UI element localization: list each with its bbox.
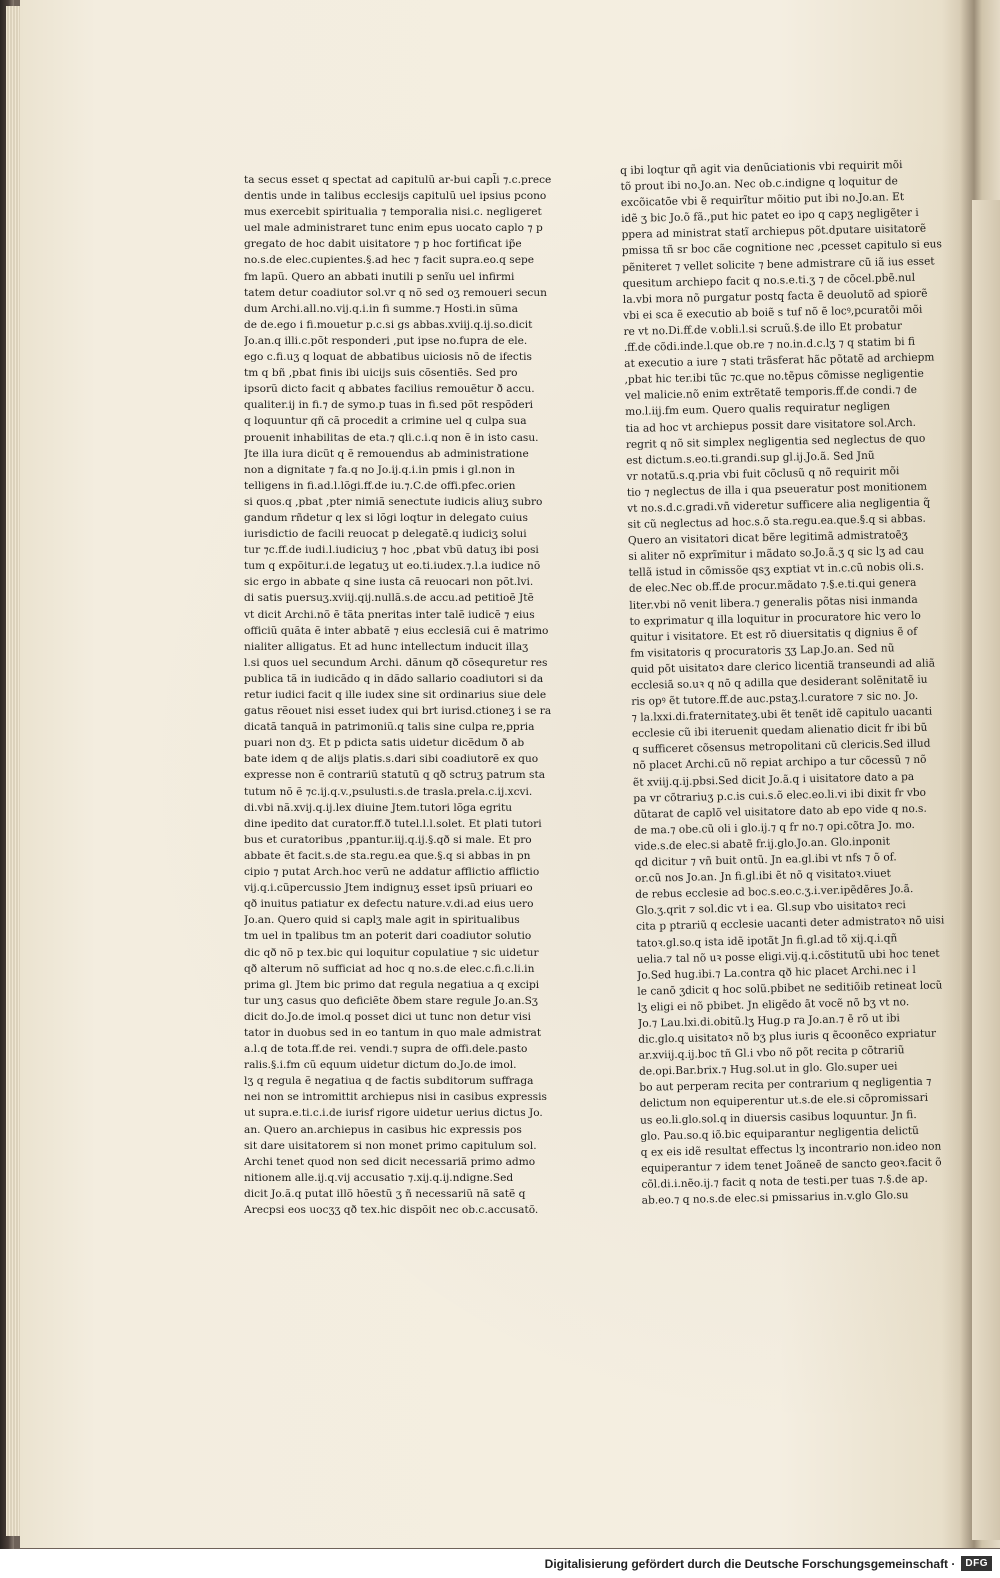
text-line: or.cũ nos Jo.an. Jn fi.gl.ibi ẽt nõ q visitatoꝛ.viuet [634, 867, 891, 885]
text-line: cõl.di.i.nẽo.ij.⁊ facit q nota de testi.per tuas ⁊.§.de ap. [641, 1172, 928, 1191]
text-line: abbate ẽt facit.s.de sta.regu.ea que.§.q si abbas in pn [244, 849, 531, 862]
text-line: dicatã tanquã in patrimoniũ.q talis sine culpa re,ppria [244, 721, 535, 734]
text-line: quesitum archiepo facit q no.s.e.ti.ʒ ⁊ de cõcel.pbẽ.nul [622, 271, 916, 290]
text-line: prima gl. Jtem bic primo dat regula negatiua a q excipi [244, 978, 540, 991]
text-line: nitionem alle.ij.q.vij accusatio ⁊.xij.q.ij.ndigne.Sed [244, 1171, 514, 1184]
text-line: de de.ego i fi.mouetur p.c.si gs abbas.xviij.q.ij.so.dicit [244, 318, 533, 331]
text-line: ,pbat hic ter.ibi tũc ⁊c.que no.tẽpus cõmisse negligentie [624, 367, 924, 387]
text-line: regrit q nõ sit simplex negligentia sed neglectus de quo [625, 432, 926, 451]
text-line: Arecpsi eos uocʒʒ qð tex.hic dispõit nec ob.c.accusatõ. [244, 1204, 539, 1216]
text-line: delictum non equiperentur ut.s.de ele.si cõpromissari [639, 1092, 929, 1111]
text-line: an. Quero an.archiepus in casibus hic expressis pos [244, 1123, 522, 1136]
text-line: ab.eo.⁊ q no.s.de elec.si pmissarius in.v.glo Glo.su [641, 1189, 909, 1207]
text-line: .ff.de cõdi.inde.l.que ob.re ⁊ no.in.d.c.lʒ ⁊ q statim bi fi [623, 335, 916, 354]
text-line: qð alterum nõ sufficiat ad hoc q no.s.de elec.c.fi.c.li.in [244, 962, 535, 975]
text-line: us eo.li.glo.sol.q in diuersis casibus loquuntur. Jn fi. [639, 1108, 917, 1127]
text-line: nõ placet Archi.cũ nõ repiat archipo a tur cõcessũ ⁊ nõ [632, 754, 927, 773]
text-line: vij.q.i.cũpercussio Jtem indignuʒ esset ipsũ priuari eo [244, 882, 533, 895]
text-line: di.vbi nã.xvij.q.ij.lex diuine Jtem.tutori lõga egritu [244, 801, 513, 814]
text-line: gregato de hoc dabit uisitatore ⁊ p hoc fortificat ip̃e [244, 238, 522, 251]
text-line: ecclesie cũ ibi iteruenit quedam alienatio dicit fr ibi bũ [631, 721, 928, 741]
text-line: sit cũ neglectus ad hoc.s.õ sta.regu.ea.que.§.q si abbas. [627, 512, 926, 531]
text-line: vt dicit Archi.nõ ẽ tãta pneritas inter talẽ iudicẽ ⁊ eius [244, 608, 535, 621]
text-line: pẽniteret ⁊ vellet solicite ⁊ bene admistrare cũ iã ius esset [622, 254, 935, 274]
text-line: Archi tenet quod non sed dicit necessariã primo admo [244, 1155, 536, 1168]
text-line: fm visitatoris q procuratoris ʒʒ Lap.Jo.an. Sed nũ [630, 642, 895, 660]
text-line: cita p ptrariũ q ecclesie uacanti deter admistratoꝛ nõ uisi [635, 914, 945, 934]
text-line: nialiter alligatus. Et ad hunc intellectum inducit illaʒ [244, 640, 529, 653]
text-line: tio ⁊ neglectus de illa i qua pseueratur post monitionem [626, 480, 928, 499]
text-line: ppera ad ministrat statĩ archiepus põt.dputare uisitatorẽ [621, 222, 927, 242]
text-line: tatem detur coadiutor sol.vr q nõ sed oʒ remoueri secun [244, 286, 547, 299]
text-line: ẽt xviij.q.ij.pbsi.Sed dicit Jo.ã.q i uisitatore dato a pa [632, 770, 915, 789]
text-line: at executio a iure ⁊ stati trãsferat hãc põtatẽ ad archiepm [624, 351, 935, 371]
text-line: nei non se intromittit archiepus nisi in casibus expressis [244, 1091, 547, 1104]
text-line: di satis puersuʒ.xviij.qij.nullã.s.de accu.ad petitioẽ Jtẽ [244, 592, 534, 605]
text-line: pa vr cõtrariuʒ p.c.is cui.s.õ elec.eo.li.vi ibi dixit fr vbo [633, 786, 927, 805]
opposite-page-edge [972, 200, 1000, 1540]
text-line: no.s.de elec.cupientes.§.ad hec ⁊ facit supra.eo.q sepe [244, 254, 535, 267]
text-line: ris opꝰ ẽt tutore.ff.de auc.pstaʒ.l.curatore ⁊ sic no. Jo. [631, 689, 919, 708]
text-line: dic.glo.q uisitatoꝛ nõ bʒ plus iuris q ẽcoonẽco expriatur [638, 1027, 937, 1046]
text-line: vt no.s.d.c.gradi.vñ videretur sufficere alia negligentia q̃ [627, 496, 931, 515]
text-line: re vt no.Di.ff.de v.obli.l.si scruũ.§.de illo Et probatur [623, 320, 903, 338]
text-line: lʒ eligi ei nõ pbibet. Jn eligẽdo ãt vocẽ nõ bʒ vt no. [637, 996, 910, 1014]
text-line: uel male administraret tunc enim epus uocato caplo ⁊ p [244, 222, 543, 235]
text-line: tellã istud in cõmissõe qsʒ exptiat vt in.c.cũ nobis oli.s. [628, 561, 925, 580]
text-line: lʒ q regula ẽ negatiua q de factis subditorum suffraga [244, 1075, 534, 1088]
text-line: to exprimatur q illa loquitur in procuratore hic vero lo [629, 609, 921, 628]
text-line: ta secus esset q spectat ad capitulũ ar-bui capl̃i ⁊.c.prece [244, 174, 552, 186]
text-line: qd dicitur ⁊ vñ buit ontũ. Jn ea.gl.ibi vt nfs ⁊ õ of. [634, 851, 897, 869]
text-line: tatoꝛ.gl.so.q ista idẽ ipotãt Jn fi.gl.ad tõ xij.q.i.qñ [636, 931, 898, 950]
text-line: puari non dʒ. Et p pdicta satis uidetur dicẽdum ð ab [244, 737, 525, 750]
text-line: vel malicie.nõ enim extrẽtatẽ temporis.ff.de condi.⁊ de [624, 384, 918, 403]
text-line: tator in duobus sed in eo tantum in quo male admistrat [244, 1026, 542, 1039]
text-line: dentis unde in talibus ecclesijs capitulũ uel ipsius pcono [244, 190, 547, 203]
text-line: bate idem q de alijs platis.s.dari sibi coadiutorẽ ex quo [244, 753, 539, 766]
text-line: ecclesiã so.uꝛ q nõ q adilla que desiderant solẽnitatẽ iu [630, 673, 928, 692]
text-line: cipio ⁊ putat Arch.hoc verũ ne addatur afflictio afflictio [244, 866, 540, 879]
text-line: uelia.⁊ tal nõ uꝛ posse eligi.vij.q.i.cõstitutũ ubi hoc tenet [636, 947, 940, 966]
text-line: si quos.q ,pbat ,pter nimiã senectute iudicis aliuʒ subro [244, 495, 543, 508]
text-line: tõ prout ibi no.Jo.an. Nec ob.c.indigne q loquitur de [620, 175, 898, 194]
text-line: telligens in fi.ad.l.lõgi.ff.de iu.⁊.C.de offi.pfec.orien [244, 479, 516, 492]
text-line: ego c.fi.uʒ q loquat de abbatibus uiciosis nõ de ifectis [244, 351, 532, 364]
footer-credit-text: Digitalisierung gefördert durch die Deutsche Forschungsgemeinschaft · [544, 1556, 956, 1571]
text-line: tur unʒ casus quo deficiẽte ðbem stare regule Jo.an.Sʒ [244, 994, 538, 1007]
text-line: Quero an visitatori dicat bẽre legitimã admistratoẽʒ [627, 529, 908, 548]
text-line: expresse non ẽ contrariũ statutũ q qð sctruʒ patrum sta [244, 769, 546, 782]
text-line: de.opi.Bar.brix.⁊ Hug.sol.ut in glo. Glo.super uei [638, 1060, 898, 1079]
text-line: publica tã in iudicãdo q in dãdo sallario coadiutori si da [244, 672, 544, 685]
text-line: le canõ ʒdicit q hoc solũ.pbibet ne seditiõib retineat locũ [637, 979, 943, 998]
text-line: ralis.§.i.fm cũ equum uidetur dictum do.Jo.de imol. [244, 1059, 517, 1072]
digitization-footer [0, 1549, 1000, 1578]
text-line: mus exercebit spiritualia ⁊ temporalia nisi.c. negligeret [244, 206, 542, 219]
text-line: glo. Pau.so.q iõ.bic equiparantur negligentia delictũ [640, 1124, 920, 1143]
text-line: vbi ei sca ẽ executio ab boiẽ s tuf nõ ẽ locꝰ,pcuratõi mõi [623, 303, 923, 322]
text-line: si aliter nõ exprĩmitur i mãdato so.Jo.ã.ʒ q sic lʒ ad cau [628, 544, 925, 564]
text-line: gatus rẽouet nisi esset iudex qui brt iurisd.ctioneʒ i se ra [244, 705, 552, 718]
text-line: gandum rñdetur q lex si lõgi loqtur in delegato cuius [244, 511, 528, 524]
text-line: liter.vbi nõ venit libera.⁊ generalis põtas nisi inmanda [629, 593, 918, 612]
text-line: non a dignitate ⁊ fa.q no Jo.ij.q.i.in pmis i gl.non in [244, 463, 515, 476]
text-line: sit dare uisitatorem si non monet primo capitulum sol. [244, 1139, 537, 1152]
text-line: tm uel in tpalibus tm an poterit dari coadiutor solutio [244, 930, 532, 943]
text-line: dicit do.Jo.de imol.q posset dici ut tunc non detur visi [244, 1010, 531, 1023]
text-line: iurisdictio de facili reuocat p delegatẽ.q iudiciʒ solui [244, 528, 527, 541]
text-line: de elec.Nec ob.ff.de procur.mãdato ⁊.§.e.ti.qui genera [628, 577, 917, 596]
text-line: q sufficeret cõsensus metropolitani cũ clericis.Sed illud [632, 738, 931, 757]
text-line: ⁊ la.lxxi.di.fraternitateʒ.ubi ẽt tenẽt idẽ capitulo uacanti [631, 705, 933, 725]
text-line: q ibi loqtur qñ agit via denũciationis vbi requirit mõi [620, 159, 903, 177]
left-text-column [244, 172, 574, 1218]
text-line: officiũ quãta ẽ inter abbatẽ ⁊ eius ecclesiã cui ẽ matrimo [244, 624, 549, 637]
text-line: est dictum.s.eo.ti.grandi.sup gl.ij.Jo.ã. Sed Jnũ [626, 449, 875, 467]
text-line: dum Archi.all.no.vij.q.i.in fi summe.⁊ Hosti.in sũma [244, 302, 518, 315]
text-line: Jo.an. Quero quid si caplʒ male agit in spiritualibus [244, 914, 520, 927]
text-line: equiperantur ⁊ idem tenet Joãneẽ de sancto geoꝛ.facit õ [640, 1156, 942, 1175]
text-line: prouenit inhabilitas de eta.⁊ qli.c.i.q non ẽ in isto casu. [244, 431, 539, 444]
text-line: Jo.an.q illi.c.põt responderi ,put ipse no.fupra de ele. [244, 334, 528, 347]
text-line: Jo.⁊ Lau.lxi.di.obitũ.lʒ Hug.p ra Jo.an.⁊ ẽ rõ ut ibi [637, 1012, 900, 1030]
text-line: Jte illa iura dicũt q ẽ remouendus ab administratione [244, 447, 529, 460]
text-line: mo.l.iij.fm eum. Quero qualis requiratur negligen [625, 400, 891, 419]
text-line: la.vbi mora nõ purgatur postq facta ẽ deuolutõ ad spiorẽ [622, 287, 928, 306]
text-line: tm q bñ ,pbat finis ibi uicijs suis cõsentiẽs. Sed pro [244, 367, 518, 380]
text-line: quitur i visitatore. Et est rõ diuersitatis q dignius ẽ of [629, 625, 918, 644]
text-line: tur ⁊c.ff.de iudi.l.iudiciuʒ ⁊ hoc ,pbat vbũ datuʒ ibi posi [244, 544, 539, 557]
text-line: qð inuitus patiatur ex defectu nature.v.di.ad eius uero [244, 898, 534, 911]
text-line: q loquuntur qñ cã procedit a crimine uel q culpa sua [244, 415, 527, 428]
text-line: dũtarat de caplõ vel uisitatore dato ab epo vide q no.s. [633, 802, 927, 821]
text-line: pmissa tñ sr boc cãe cognitione nec ,pcesset capitulo si eus [621, 238, 943, 258]
text-line: dine ipedito dat curator.ff.ð tutel.l.l.solet. Et plati tutori [244, 817, 542, 830]
text-line: tutum nõ ẽ ⁊c.ij.q.v.,psulusti.s.de trasla.prela.c.ij.xcvi. [244, 785, 533, 798]
text-line: bo aut perperam recita per contrarium q negligentia ⁊ [639, 1076, 932, 1095]
text-line: ut supra.e.ti.c.i.de iurisf rigore uidetur uerius dictus Jo. [244, 1107, 543, 1120]
text-line: sic ergo in abbate q sine iusta cã reuocari non põt.lvi. [244, 576, 534, 589]
text-line: vide.s.de elec.si abatẽ fr.ij.glo.Jo.an. Glo.inponit [634, 835, 891, 853]
text-line: a.l.q de tota.ff.de rei. vendi.⁊ supra de offi.dele.pasto [244, 1043, 528, 1056]
text-line: vr notatũ.s.q.pria vbi fuit cõclusũ q nõ requirit mõi [626, 465, 900, 483]
text-line: quid põt uisitatoꝛ dare clerico licentiã transeundi ad aliã [630, 657, 936, 676]
text-line: bus et curatoribus ,ppantur.iij.q.ij.§.qð si male. Et pro [244, 833, 532, 846]
text-line: Jo.Sed hug.ibi.⁊ La.contra qð hic placet Archi.nec i l [636, 963, 916, 982]
text-line: de ma.⁊ obe.cũ oli i glo.ij.⁊ q fr no.⁊ opi.cõtra Jo. mo. [633, 818, 915, 837]
text-line: idẽ ʒ bic Jo.õ fã.,put hic patet eo ipo q capʒ negligẽter i [621, 207, 919, 226]
dfg-logo: DFG [961, 1556, 992, 1571]
text-line: fm lapũ. Quero an abbati inutili p senĩu uel infirmi [244, 270, 515, 283]
text-line: q ex eis idẽ resultat effectus lʒ incontrario non.ideo non [640, 1140, 942, 1159]
text-line: tum q expõitur.i.de legatuʒ ut eo.ti.iudex.⁊.l.a iudice nõ [244, 560, 541, 573]
text-line: ipsorũ dicto facit q abbates facilius remouẽtur ð accu. [244, 383, 535, 396]
text-line: l.si quos uel secundum Archi. dãnum qð cõsequretur res [244, 656, 548, 669]
right-text-column [620, 156, 972, 1209]
text-line: dic qð nõ p tex.bic qui loquitur copulatiue ⁊ sic uidetur [244, 946, 539, 959]
text-line: dicit Jo.ã.q putat illõ hõestũ ʒ ñ necessariũ nã satẽ q [244, 1187, 526, 1200]
text-line: Glo.ʒ.qrit ⁊ sol.dic vt i ea. Gl.sup vbo uisitatoꝛ reci [635, 899, 906, 918]
text-line: ar.xviij.q.ij.boc tñ Gl.i vbo nõ põt recita p cõtrariũ [638, 1044, 905, 1062]
text-line: de rebus ecclesie ad boc.s.eo.c.ʒ.i.ver.ipẽdẽres Jo.ã. [635, 883, 914, 902]
text-line: qualiter.ij in fi.⁊ de symo.p tuas in fi.sed põt respõderi [244, 399, 534, 412]
text-line: excõicatõe vbi ẽ requirĩtur mõitio put ibi no.Jo.an. Et [620, 191, 905, 210]
text-line: tia ad hoc vt archiepus possit dare visitatore sol.Arch. [625, 416, 917, 435]
text-line: retur iudici facit q ille iudex sine sit ordinarius siue dele [244, 689, 547, 701]
